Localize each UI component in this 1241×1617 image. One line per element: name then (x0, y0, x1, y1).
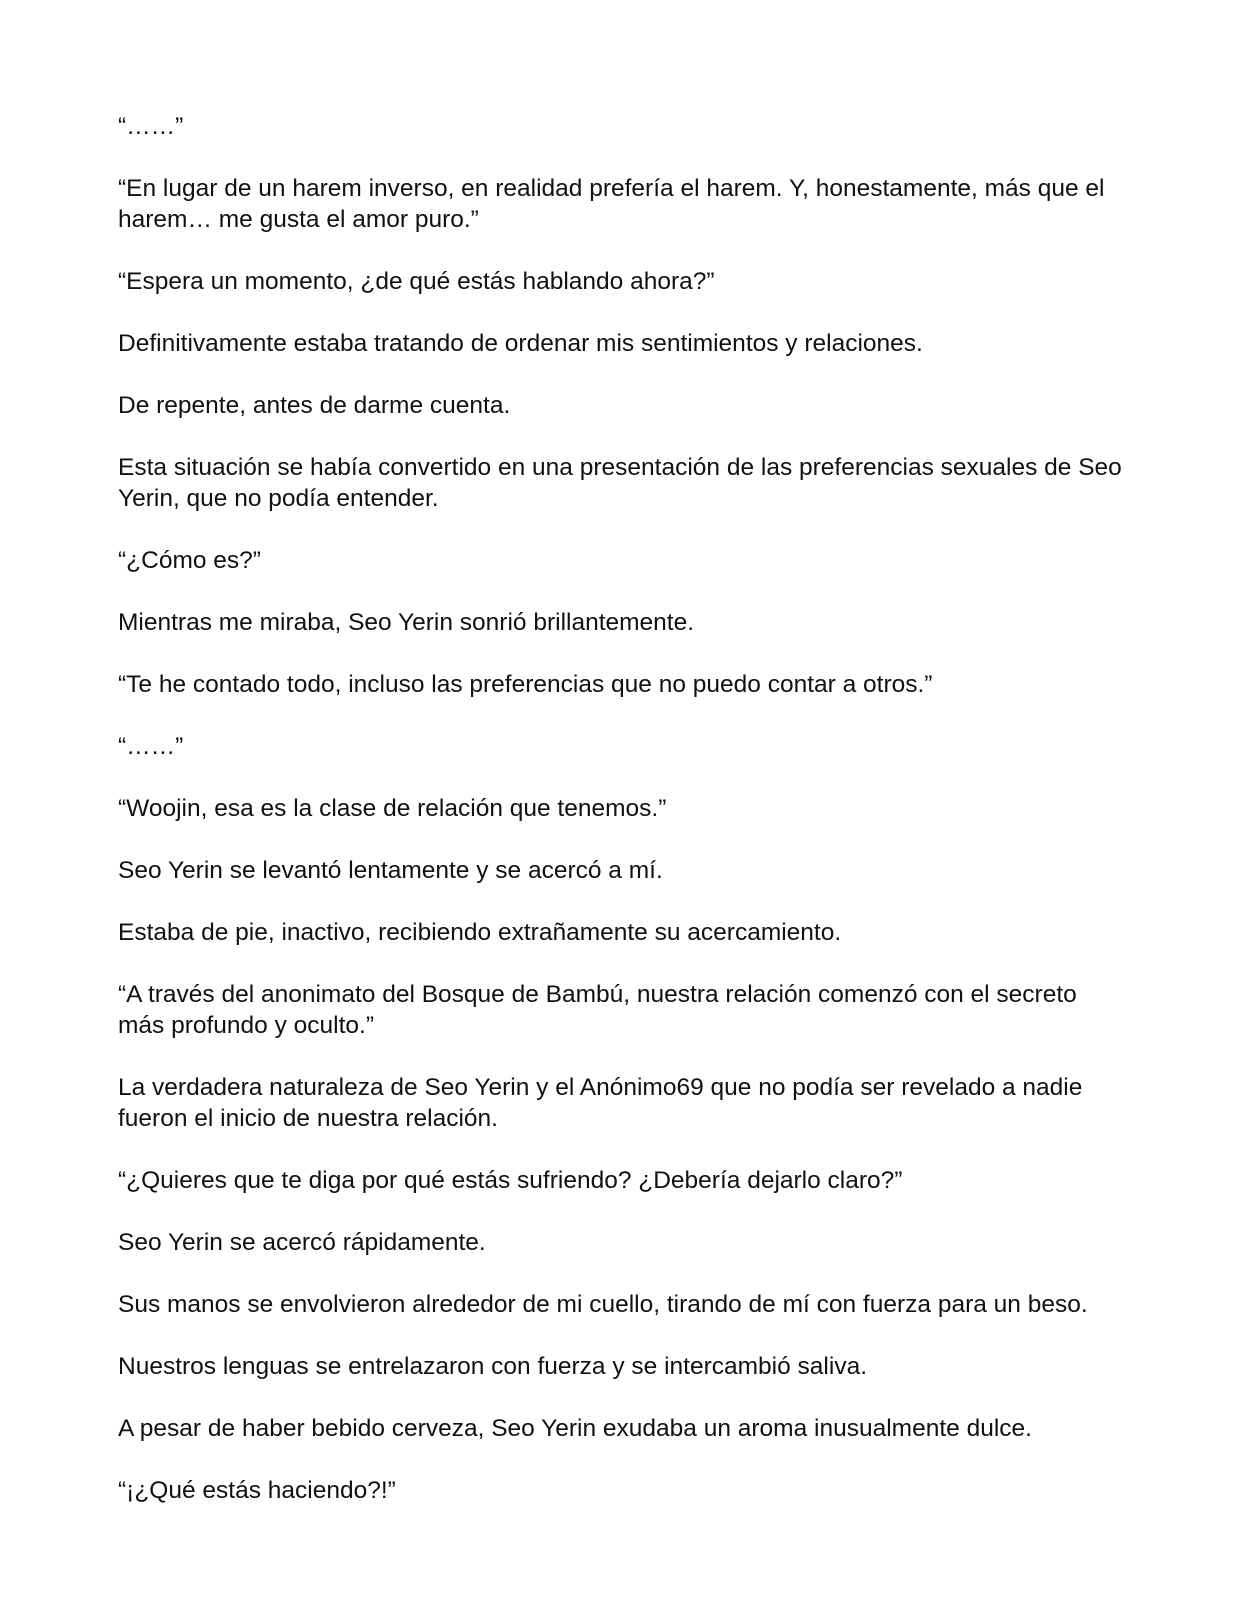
paragraph: Mientras me miraba, Seo Yerin sonrió brillantemente. (118, 609, 695, 636)
paragraph: “En lugar de un harem inverso, en realidad prefería el harem. Y, honestamente, más que el harem… me gusta el amor puro.” (118, 175, 1105, 233)
paragraph: A pesar de haber bebido cerveza, Seo Yerin exudaba un aroma inusualmente dulce. (118, 1415, 1032, 1442)
paragraph: Esta situación se había convertido en una presentación de las preferencias sexuales de Seo Yerin, que no podía entender. (118, 454, 1122, 512)
paragraph: “¡¿Qué estás haciendo?!” (118, 1477, 396, 1504)
paragraph: “¿Cómo es?” (118, 547, 261, 574)
paragraph: Nuestros lenguas se entrelazaron con fuerza y se intercambió saliva. (118, 1353, 867, 1380)
paragraph: Definitivamente estaba tratando de ordenar mis sentimientos y relaciones. (118, 330, 923, 357)
paragraph: Seo Yerin se acercó rápidamente. (118, 1229, 486, 1256)
paragraph: “Te he contado todo, incluso las preferencias que no puedo contar a otros.” (118, 671, 933, 698)
paragraph: “Espera un momento, ¿de qué estás hablando ahora?” (118, 268, 715, 295)
paragraph: Seo Yerin se levantó lentamente y se acercó a mí. (118, 857, 663, 884)
paragraph: “A través del anonimato del Bosque de Bambú, nuestra relación comenzó con el secreto más profundo y oculto.” (118, 981, 1077, 1039)
paragraph: “Woojin, esa es la clase de relación que tenemos.” (118, 795, 667, 822)
document-body (118, 111, 1128, 1537)
paragraph: Estaba de pie, inactivo, recibiendo extrañamente su acercamiento. (118, 919, 842, 946)
paragraph: “¿Quieres que te diga por qué estás sufriendo? ¿Debería dejarlo claro?” (118, 1167, 903, 1194)
paragraph: La verdadera naturaleza de Seo Yerin y el Anónimo69 que no podía ser revelado a nadie fueron el inicio de nuestra relación. (118, 1074, 1083, 1132)
paragraph: De repente, antes de darme cuenta. (118, 392, 511, 419)
paragraph: “……” (118, 733, 184, 760)
paragraph: Sus manos se envolvieron alrededor de mi cuello, tirando de mí con fuerza para un beso. (118, 1291, 1088, 1318)
paragraph: “……” (118, 113, 184, 140)
